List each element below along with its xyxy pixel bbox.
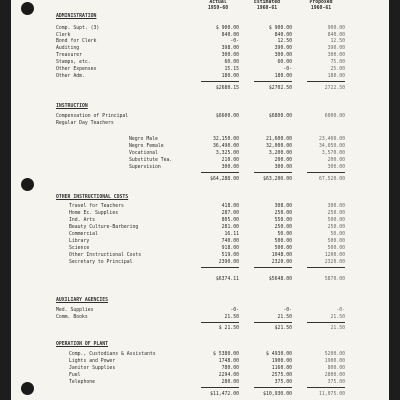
value-actual: 300.00 [221,165,239,170]
value-actual: 32,150.00 [213,137,239,142]
value-estimated: 1900.00 [271,359,292,364]
value-actual: 15.15 [224,67,239,72]
value-actual: 36,490.00 [213,144,239,149]
value-actual: $6600.00 [215,114,239,119]
value-actual: 300.00 [221,53,239,58]
value-estimated: 550.00 [274,218,292,223]
row-label: Commercial [69,232,98,237]
total-actual: $64,288.00 [210,177,239,182]
value-proposed: 5200.00 [324,352,345,357]
total-rule [254,322,292,323]
value-proposed: 200.00 [327,158,345,163]
row-label: Negro Female [129,144,164,149]
total-rule [254,172,292,173]
value-actual: 280.00 [221,380,239,385]
value-proposed: 840.00 [327,33,345,38]
value-estimated: 12.50 [277,39,292,44]
row-label: Telephone [69,380,95,385]
punch-hole [21,382,34,395]
total-actual: $ 21.50 [218,326,239,331]
value-actual: 398.00 [221,46,239,51]
col-actual-year: 1959-60 [207,6,229,11]
total-rule [201,267,239,268]
value-estimated: 200.00 [274,158,292,163]
total-actual: $6374.11 [215,277,239,282]
row-label: Secretary to Principal [69,260,133,265]
value-proposed: 2320.00 [324,260,345,265]
value-actual: 2294.00 [218,373,239,378]
total-proposed: 21.50 [330,326,345,331]
row-label: Regular Day Teachers [56,121,114,126]
total-rule [201,81,239,82]
value-estimated: 500.00 [274,239,292,244]
row-label: Supervision [129,165,161,170]
value-proposed: 23,400.00 [319,137,345,142]
section-heading-other-instructional: OTHER INSTRUCTIONAL COSTS [56,195,129,200]
value-estimated: 250.00 [274,225,292,230]
value-estimated: 50.00 [277,232,292,237]
row-label: Library [69,239,90,244]
row-label: Comm. Books [56,315,88,320]
value-proposed: 3,570.00 [321,151,345,156]
section-heading-operation: OPERATION OF PLANT [56,342,108,347]
total-rule [307,322,345,323]
total-estimated: $10,930.00 [263,392,292,397]
punch-hole [21,2,34,15]
value-estimated: 21,600.00 [266,137,292,142]
value-proposed: 2800.00 [324,373,345,378]
value-proposed: 375.00 [327,380,345,385]
value-proposed: 500.00 [327,246,345,251]
value-estimated: 2320.00 [271,260,292,265]
row-label: Compensation of Principal [56,114,129,119]
row-label: Bond for Clerk [56,39,97,44]
value-proposed: 500.00 [327,239,345,244]
row-label: Science [69,246,90,251]
value-actual: 418.00 [221,204,239,209]
value-proposed: 25.00 [330,67,345,72]
value-actual: 180.00 [221,74,239,79]
value-estimated: 3,200.00 [268,151,292,156]
row-label: Other Adm. [56,74,85,79]
row-label: Beauty Culture-Barbering [69,225,139,230]
col-estimated-header: Estimated [254,0,280,5]
total-proposed: 2722.50 [324,86,345,91]
total-rule [307,267,345,268]
row-label: Comp., Custodians & Assistants [69,352,156,357]
total-actual: $2680.15 [215,86,239,91]
total-estimated: $63,200.00 [263,177,292,182]
row-label: Other Instructional Costs [69,253,142,258]
value-estimated: 21.50 [277,315,292,320]
value-actual: $ 5380.00 [213,352,239,357]
value-estimated: 32,000.00 [266,144,292,149]
value-actual: -0- [230,39,239,44]
value-actual: 780.00 [221,366,239,371]
total-proposed: 11,075.00 [319,392,345,397]
row-label: Other Expenses [56,67,97,72]
value-estimated: 840.00 [274,33,292,38]
total-rule [307,172,345,173]
value-actual: 3,325.00 [215,151,239,156]
section-heading-auxiliary: AUXILIARY AGENCIES [56,298,108,303]
row-label: Ind. Arts [69,218,95,223]
row-label: Med. Supplies [56,308,94,313]
value-actual: 519.00 [221,253,239,258]
value-estimated: 390.00 [274,46,292,51]
budget-page [11,0,389,400]
value-estimated: 308.00 [274,204,292,209]
value-estimated: 180.00 [274,74,292,79]
value-actual: 281.00 [221,225,239,230]
col-proposed-year: 1960-61 [310,6,332,11]
row-label: Substitute Tea. [129,158,173,163]
value-proposed: 6000.00 [324,114,345,119]
total-estimated: $2702.50 [268,86,292,91]
total-rule [254,387,292,388]
value-actual: 21.50 [224,315,239,320]
value-estimated: 1048.00 [271,253,292,258]
total-proposed: 5870.00 [324,277,345,282]
row-label: Negro Male [129,137,158,142]
col-estimated-year: 1960-61 [256,6,278,11]
value-actual: 210.00 [221,158,239,163]
total-rule [254,81,292,82]
value-actual: 740.00 [221,239,239,244]
value-actual: 60.00 [224,60,239,65]
value-actual: 840.00 [221,33,239,38]
value-actual: 2390.00 [218,260,239,265]
total-actual: $11,472.00 [210,392,239,397]
value-proposed: 75.00 [330,60,345,65]
value-proposed: -0- [336,308,345,313]
total-estimated: $5648.00 [268,277,292,282]
row-label: Auditing [56,46,80,51]
value-estimated: 250.00 [274,211,292,216]
value-proposed: 300.00 [327,165,345,170]
value-proposed: 390.00 [327,46,345,51]
value-estimated: -0- [283,308,292,313]
total-rule [307,387,345,388]
row-label: Stamps, etc. [56,60,91,65]
value-proposed: 180.00 [327,74,345,79]
value-proposed: 800.00 [327,366,345,371]
row-label: Clerk [56,33,71,38]
value-proposed: 300.00 [327,204,345,209]
value-proposed: 21.50 [330,315,345,320]
value-estimated: $ 900.00 [268,26,292,31]
total-rule [201,322,239,323]
row-label: Travel for Teachers [69,204,124,209]
value-proposed: 12.50 [330,39,345,44]
value-proposed: 250.00 [327,225,345,230]
total-rule [254,267,292,268]
value-actual: 1748.00 [218,359,239,364]
value-actual: 287.00 [221,211,239,216]
value-proposed: 250.00 [327,211,345,216]
col-actual-header: Actual [209,0,227,5]
total-rule [201,172,239,173]
total-estimated: $21.50 [274,326,292,331]
value-actual: 805.00 [221,218,239,223]
row-label: Lights and Power [69,359,116,364]
total-rule [307,81,345,82]
value-estimated: 300.00 [274,53,292,58]
value-estimated: $ 4930.00 [266,352,292,357]
total-rule [201,387,239,388]
section-heading-instruction: INSTRUCTION [56,104,88,109]
row-label: Vocational [129,151,158,156]
value-proposed: 50.00 [330,232,345,237]
value-estimated: 375.00 [274,380,292,385]
col-proposed-header: Proposed [309,0,333,5]
value-estimated: 300.00 [274,165,292,170]
value-proposed: 34,050.00 [319,144,345,149]
row-label: Treasurer [56,53,82,58]
value-estimated: $6800.00 [268,114,292,119]
value-estimated: 1160.00 [271,366,292,371]
row-label: Home Ec. Supplies [69,211,119,216]
value-proposed: 1900.00 [324,359,345,364]
value-estimated: 60.00 [277,60,292,65]
row-label: Janitor Supplies [69,366,116,371]
row-label: Comp. Supt. (3) [56,26,100,31]
value-actual: 918.00 [221,246,239,251]
value-estimated: 2575.00 [271,373,292,378]
value-proposed: 300.00 [327,53,345,58]
total-proposed: 67,520.00 [319,177,345,182]
value-estimated: -0- [283,67,292,72]
value-actual: $ 900.00 [215,26,239,31]
value-proposed: 1200.00 [324,253,345,258]
value-proposed: 500.00 [327,218,345,223]
value-actual: -0- [230,308,239,313]
row-label: Fuel [69,373,81,378]
punch-hole [21,178,34,191]
value-actual: 16.11 [224,232,239,237]
section-heading-administration: ADMINISTRATION [56,14,97,19]
value-estimated: 500.00 [274,246,292,251]
value-proposed: 900.00 [327,26,345,31]
